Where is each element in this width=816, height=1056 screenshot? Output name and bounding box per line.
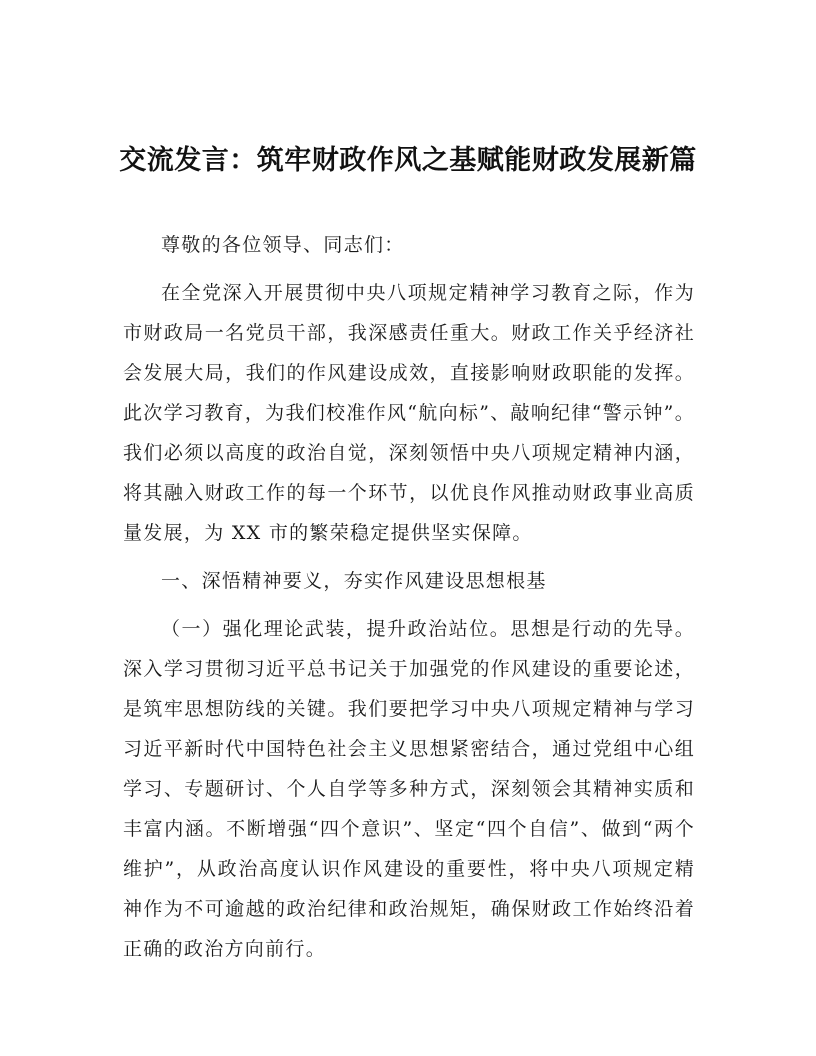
document-title: 交流发言：筑牢财政作风之基赋能财政发展新篇 — [119, 145, 697, 176]
greeting-paragraph: 尊敬的各位领导、同志们： — [161, 234, 405, 256]
document-body — [123, 225, 695, 977]
intro-paragraph: 在全党深入开展贯彻中央八项规定精神学习教育之际，作为市财政局一名党员干部，我深感责任重大。财政工作关乎经济社会发展大局，我们的作风建设成效，直接影响财政职能的发挥。此次学习教育，为我们校准作风“航向标”、敲响纪律“警示钟”。我们必须以高度的政治自觉，深刻领悟中央八项规定精神内涵，将其融入财政工作的每一个环节，以优良作风推动财政事业高质量发展，为 XX 市的繁荣稳定提供坚实保障。 — [123, 282, 695, 544]
section-heading: 一、深悟精神要义，夯实作风建设思想根基 — [161, 570, 547, 592]
subsection-paragraph: （一）强化理论武装，提升政治站位。思想是行动的先导。深入学习贯彻习近平总书记关于加强党的作风建设的重要论述，是筑牢思想防线的关键。我们要把学习中央八项规定精神与学习习近平新时代中国特色社会主义思想紧密结合，通过党组中心组学习、专题研讨、个人自学等多种方式，深刻领会其精神实质和丰富内涵。不断增强“四个意识”、坚定“四个自信”、做到“两个维护”，从政治高度认识作风建设的重要性，将中央八项规定精神作为不可逾越的政治纪律和政治规矩，确保财政工作始终沿着正确的政治方向前行。 — [123, 618, 695, 960]
